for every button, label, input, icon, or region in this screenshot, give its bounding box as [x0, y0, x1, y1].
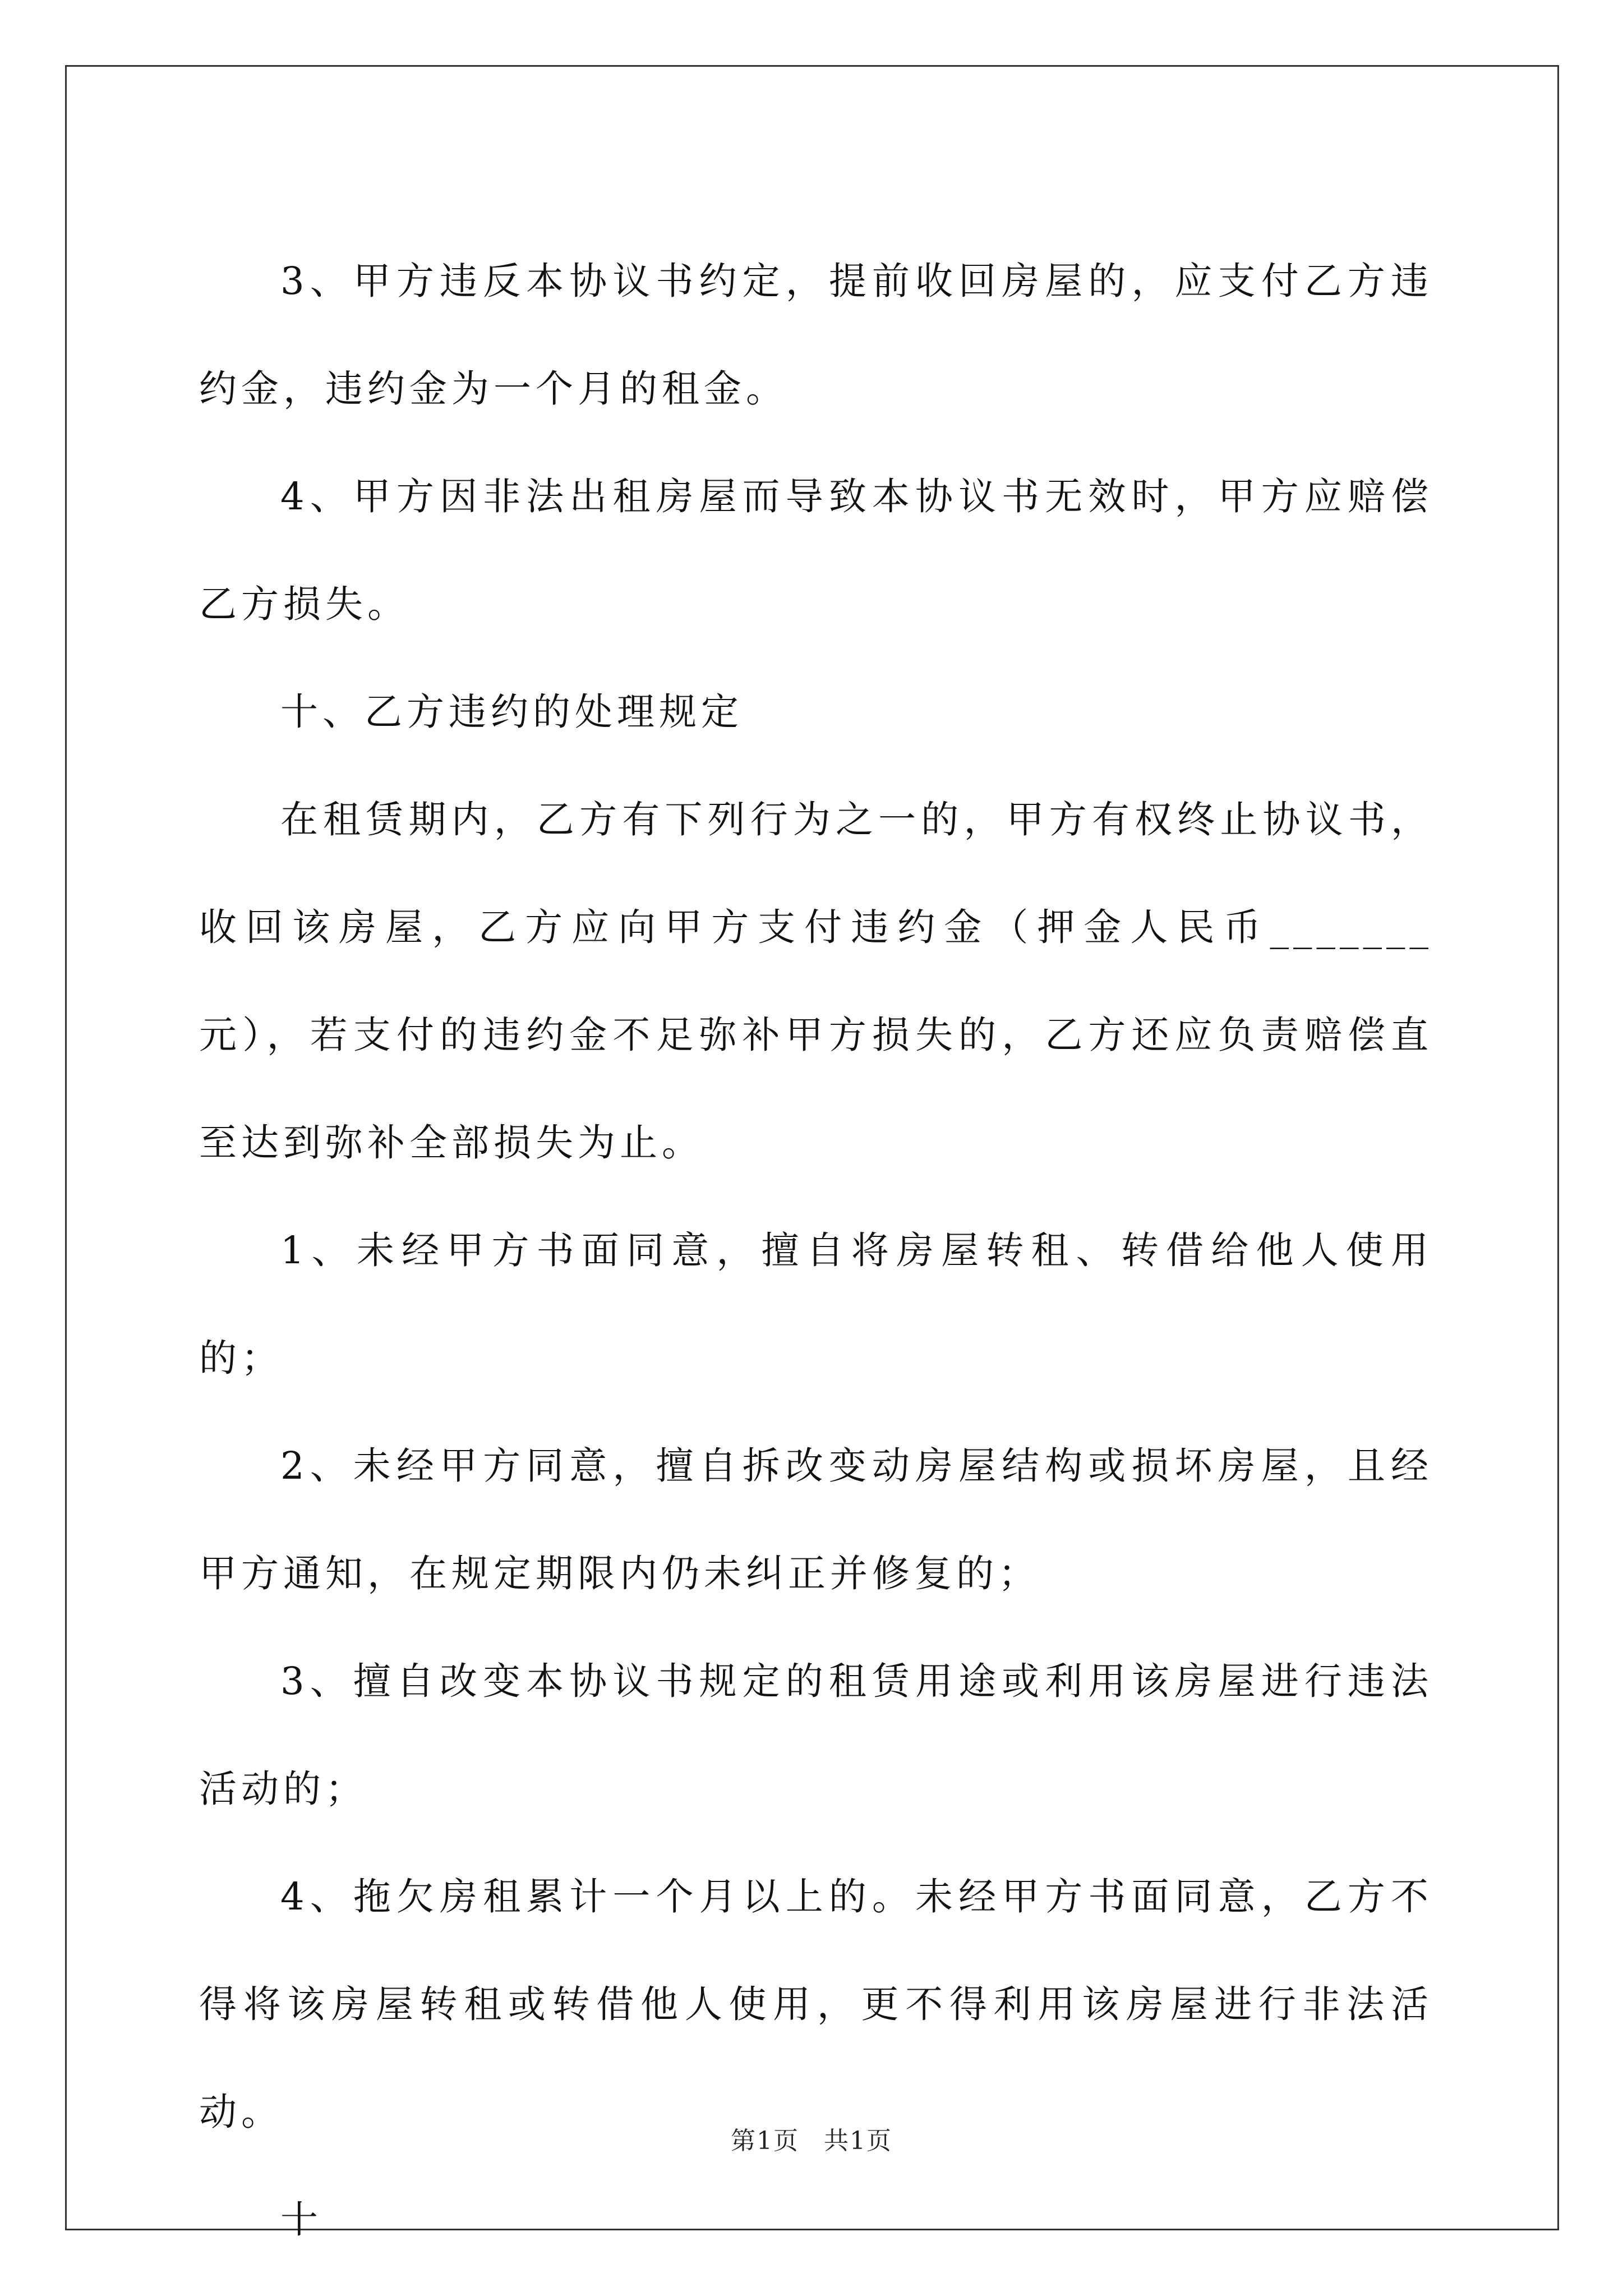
- section-heading: 十、乙方违约的处理规定: [280, 690, 743, 734]
- list-item: 2、未经甲方同意，擅自拆改变动房屋结构或损坏房屋，且经甲方通知，在规定期限内仍未纠正并修复的；: [199, 1444, 1433, 1595]
- list-item: 4、拖欠房租累计一个月以上的。未经甲方书面同意，乙方不得将该房屋转租或转借他人使用，更不得利用该房屋进行非法活动。: [199, 1875, 1433, 2134]
- list-item: 3、擅自改变本协议书规定的租赁用途或利用该房屋进行违法活动的；: [199, 1659, 1433, 1811]
- section-heading: 十: [280, 2198, 322, 2242]
- page-total: 共1页: [824, 2127, 892, 2155]
- page-number: 第1页: [731, 2127, 799, 2155]
- paragraph: 4、甲方因非法出租房屋而导致本协议书无效时，甲方应赔偿乙方损失。: [199, 475, 1433, 626]
- list-item: 1、未经甲方书面同意，擅自将房屋转租、转借给他人使用的；: [199, 1228, 1433, 1380]
- paragraph: 3、甲方违反本协议书约定，提前收回房屋的，应支付乙方违约金，违约金为一个月的租金。: [199, 259, 1433, 411]
- paragraph: 在租赁期内，乙方有下列行为之一的，甲方有权终止协议书，收回该房屋，乙方应向甲方支付违约金（押金人民币_______元），若支付的违约金不足弥补甲方损失的，乙方还应负责赔偿直至达到弥补全部损失为止。: [199, 798, 1433, 1165]
- page-footer: [0, 2120, 1623, 2156]
- document-body: [199, 227, 1433, 2274]
